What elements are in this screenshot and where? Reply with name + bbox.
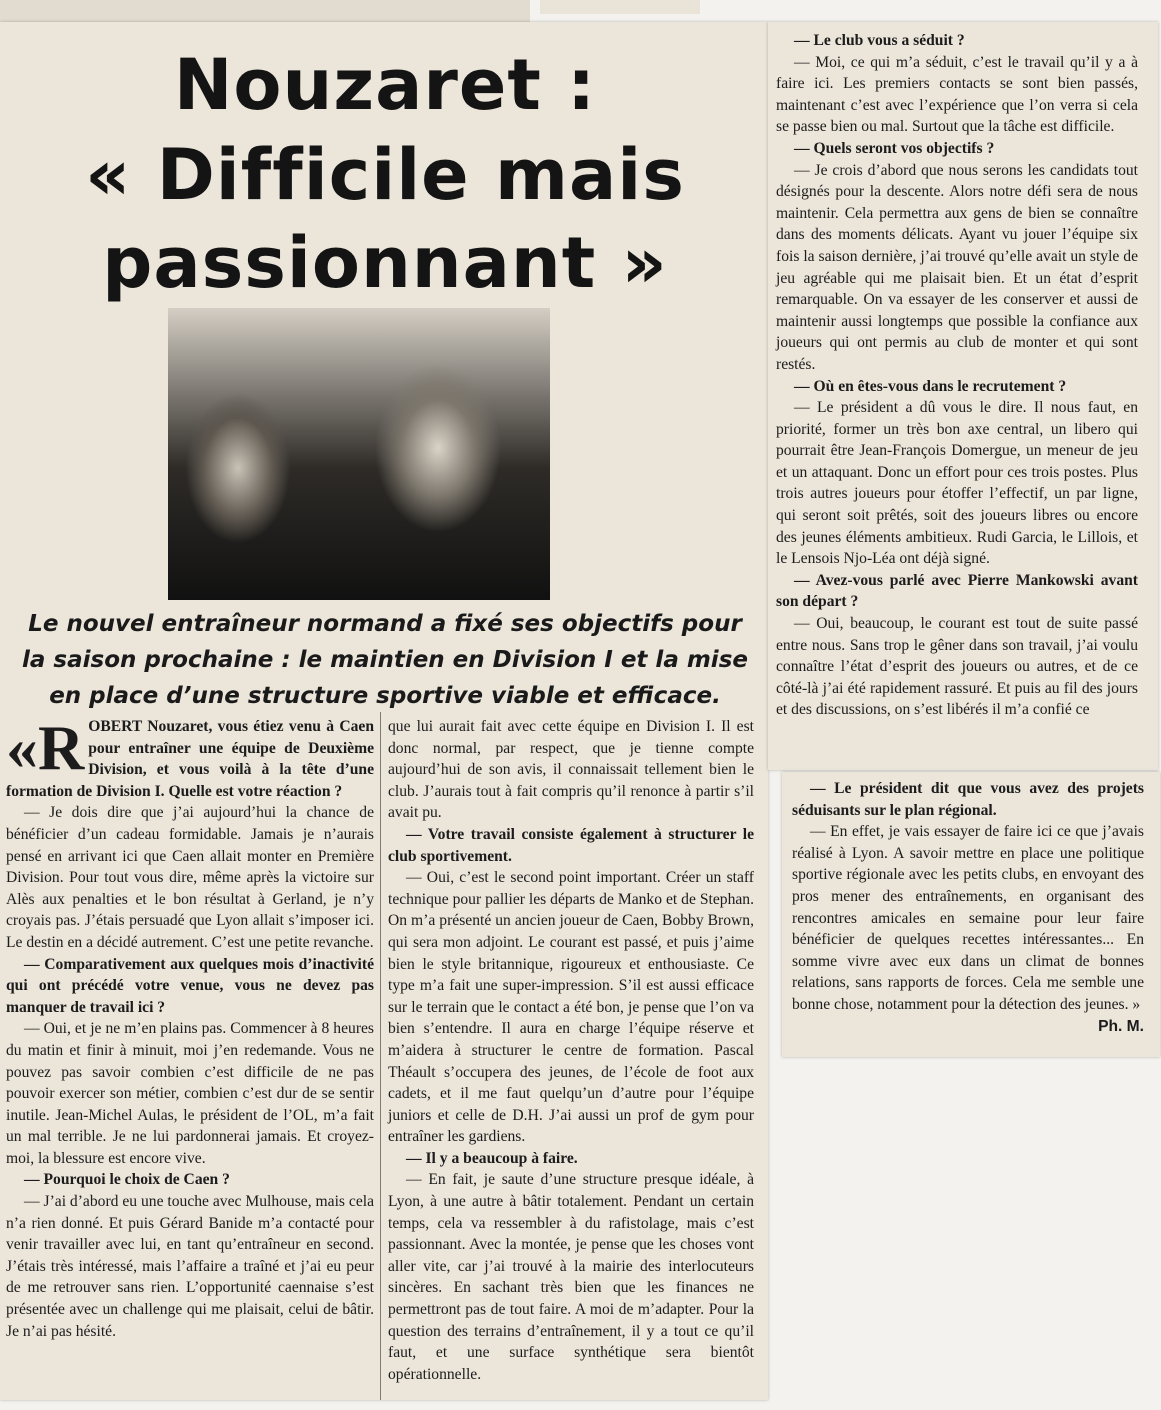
answer-paragraph: — Je dois dire que j’ai aujourd’hui la chance de bénéficier d’un cadeau formidable. Jamais je n’aurais pensé en arrivant ici que Caen allait monter en Première Division. Pour tout vous dire, même après la victoire sur Alès aux penalties et le bon résultat à Gerland, je n’y croyais pas. J’étais persuadé que Lyon allait s’imposer ici. Le destin en a décidé autrement. C’est une petite revanche. [6, 804, 374, 951]
answer-paragraph: — Moi, ce qui m’a séduit, c’est le travail qu’il y a à faire ici. Les premiers contacts se sont bien passés, maintenant c’est avec l’expérience que l’on verra si cela se passe bien ou mal. Surtout que la tâche est difficile. [776, 53, 1138, 136]
question-paragraph: — Il y a beaucoup à faire. [406, 1149, 578, 1167]
question-paragraph: — Quels seront vos objectifs ? [794, 139, 995, 157]
question-paragraph: — Où en êtes-vous dans le recrutement ? [794, 377, 1067, 395]
opening-question: «ROBERT Nouzaret, vous étiez venu à Caen pour entraîner une équipe de Deuxième Division, et vous voilà à la tête d’une formation de Division I. Quelle est votre réaction ? [6, 712, 374, 800]
answer-paragraph: — Oui, beaucoup, le courant est tout de suite passé entre nous. Sans trop le gêner dans son travail, j’ai voulu connaître l’état d’esprit des joueurs ou autres, et de ce côté-là j’ai été rapidement rassuré. Et puis au fil des jours et des discussions, on s’est libérés il m’a confié ce [776, 615, 1138, 719]
answer-paragraph: — Le président a dû vous le dire. Il nous faut, en priorité, former un très bon axe central, un libero qui pourrait être Jean-François Domergue, un meneur de jeu et un attaquant. Donc un effort pour ces trois postes. Plus trois autres joueurs pour étoffer l’effectif, un par ligne, qui seront soit prêtés, soit des joueurs libres ou encore des jeunes éléments ambitieux. Rudi Garcia, le Lillois, et le Lensois Njo-Léa ont déjà signé. [776, 399, 1138, 568]
answer-paragraph: — Oui, et je ne m’en plains pas. Commencer à 8 heures du matin et finir à minuit, moi j’en redemande. Vous ne pouvez pas savoir combien c’est difficile de ne pas pouvoir exercer son métier, combien c’est dur de se sentir inutile. Jean-Michel Aulas, le président de l’OL, m’a fait un mal terrible. Je ne lui pardonnerai jamais. Et croyez-moi, la blessure est encore vive. [6, 1020, 374, 1167]
article-lede: Le nouvel entraîneur normand a fixé ses objectifs pour la saison prochaine : le maintien en Division I et la mise en place d’une structure sportive viable et efficace. [22, 611, 748, 709]
answer-paragraph: que lui aurait fait avec cette équipe en Division I. Il est donc normal, par respect, que je tienne compte aujourd’hui de son avis, il connaissait tellement bien le club. J’aurais tout à fait compris qu’il renonce à partir s’il avait pu. [388, 718, 754, 822]
question-paragraph: — Avez-vous parlé avec Pierre Mankowski avant son départ ? [776, 571, 1138, 611]
article-column-2 [388, 716, 754, 1385]
column-divider [380, 712, 381, 1400]
article-column-1 [6, 712, 374, 1342]
answer-paragraph: — J’ai d’abord eu une touche avec Mulhouse, mais cela n’a rien donné. Et puis Gérard Banide m’a contacté pour venir travailler avec lui, en tant qu’entraîneur en second. J’étais très intéressé, mais l’affaire a traîné et j’ai eu peur de me retrouver sans rien. L’opportunité caennaise s’est présentée avec un challenge qui me plaisait, celui de bâtir. Je n’ai pas hésité. [6, 1193, 374, 1340]
question-paragraph: — Le président dit que vous avez des projets séduisants sur le plan régional. [792, 780, 1144, 819]
article-column-4 [792, 778, 1144, 1037]
author-signature: Ph. M. [1098, 1017, 1144, 1035]
drop-cap: «R [6, 712, 85, 783]
torn-paper-scrap [540, 0, 700, 14]
question-paragraph: — Pourquoi le choix de Caen ? [24, 1171, 230, 1189]
answer-paragraph: — En effet, je vais essayer de faire ici ce que j’avais réalisé à Lyon. A savoir mettre en place une politique sportive régionale avec les petits clubs, en envoyant des pros mener des entraînements, en organisant des rencontres amicales en semaine pour leur faire bénéficier de quelques recettes intéressantes... En somme vivre avec eux dans un climat de bonnes relations, sans rapports de forces. Cela me semble une bonne chose, notamment pour la détection des jeunes. » [792, 823, 1144, 1013]
headline-line-1: Nouzaret : [173, 44, 597, 126]
answer-paragraph: — En fait, je saute d’une structure presque idéale, à Lyon, à une autre à bâtir totalement. Pendant un certain temps, cela va ressembler à du rafistolage, mais c’est passionnant. Avec la montée, je pense que les choses vont aller vite, car j’ai trouvé à la mairie des interlocuteurs sincères. En sachant très bien que les finances ne permettront pas de tout faire. A moi de m’adapter. Pour la question des terrains d’entraînement, il y a tout ce qu’il faut, et une surface synthétique sera bientôt opérationnelle. [388, 1171, 754, 1383]
answer-paragraph: — Je crois d’abord que nous serons les candidats tout désignés pour la descente. Alors notre défi sera de nous maintenir. Cela permettra aux gens de bien se connaître dans des moments délicats. Ayant vu jouer l’équipe six fois la saison dernière, j’ai trouvé qu’elle avait un style de jeu agréable qui me plaisait bien. Et un état d’esprit remarquable. On va essayer de les conserver et aussi de maintenir aussi longtemps que possible la confiance aux joueurs qui ont permis au club de monter et qui sont restés. [776, 161, 1138, 373]
answer-paragraph: — Oui, c’est le second point important. Créer un staff technique pour pallier les départs de Manko et de Stephan. On m’a présenté un ancien joueur de Caen, Bobby Brown, qui sera mon adjoint. Le courant est passé, et puis j’aime bien le style britannique, rigoureux et enthousiaste. Ce type m’a fait une super-impression. S’il est aussi efficace sur le terrain que le contact a été bon, je pense que l’on va bien s’entendre. Il aura en charge l’équipe réserve et m’aidera à structurer le centre de formation. Pascal Théault s’occupera des jeunes, de l’école de foot aux cadets, et il me faut quelqu’un d’autre pour l’équipe juniors et celle de D.H. J’ai aussi un prof de gym pour entraîner les gardiens. [388, 869, 754, 1146]
article-column-3 [776, 30, 1138, 721]
question-paragraph: — Comparativement aux quelques mois d’inactivité qui ont précédé votre venue, vous ne devez pas manquer de travail ici ? [6, 955, 374, 1016]
headline-line-2: « Difficile mais [85, 134, 685, 216]
torn-paper-scrap [0, 0, 530, 24]
question-paragraph: — Le club vous a séduit ? [794, 32, 965, 49]
headline-line-3: passionnant » [102, 222, 668, 304]
question-paragraph: — Votre travail consiste également à structurer le club sportivement. [388, 825, 754, 865]
portrait-photo [168, 308, 550, 600]
